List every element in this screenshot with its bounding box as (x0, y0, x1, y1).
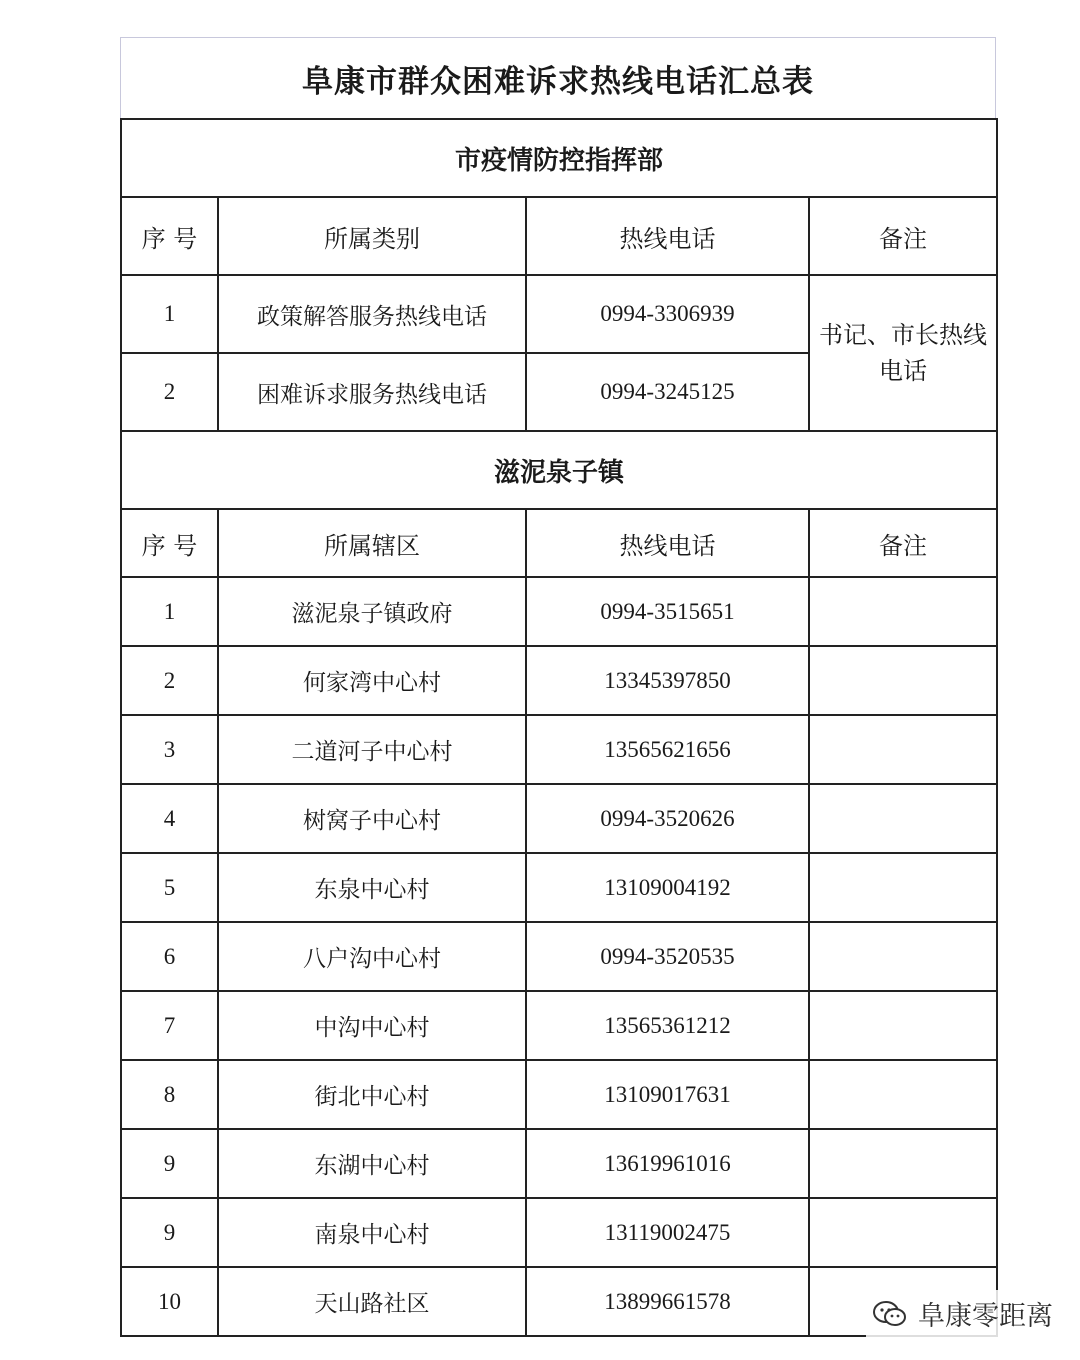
row-note (809, 1129, 997, 1198)
row-note (809, 991, 997, 1060)
row-no: 6 (121, 922, 218, 991)
col-header-note: 备注 (809, 197, 997, 275)
row-name: 政策解答服务热线电话 (218, 275, 526, 353)
table-row (121, 784, 997, 853)
table-row (121, 991, 997, 1060)
row-note (809, 922, 997, 991)
row-no: 4 (121, 784, 218, 853)
row-no: 1 (121, 275, 218, 353)
row-phone[interactable]: 13119002475 (526, 1198, 809, 1267)
row-name: 二道河子中心村 (218, 715, 526, 784)
row-name: 八户沟中心村 (218, 922, 526, 991)
section-header (121, 431, 997, 509)
row-note (809, 715, 997, 784)
col-header-no: 序 号 (121, 197, 218, 275)
hotline-table (120, 118, 998, 1337)
row-no: 8 (121, 1060, 218, 1129)
watermark-text: 阜康零距离 (918, 1301, 1053, 1332)
row-phone[interactable]: 13565621656 (526, 715, 809, 784)
row-phone[interactable]: 13345397850 (526, 646, 809, 715)
row-no: 2 (121, 646, 218, 715)
row-note (809, 577, 997, 646)
table-row (121, 853, 997, 922)
row-phone[interactable]: 0994-3245125 (526, 353, 809, 431)
row-no: 1 (121, 577, 218, 646)
row-no: 9 (121, 1198, 218, 1267)
row-phone[interactable]: 0994-3306939 (526, 275, 809, 353)
row-note (809, 853, 997, 922)
row-phone[interactable]: 13109017631 (526, 1060, 809, 1129)
row-no: 2 (121, 353, 218, 431)
column-header-row (121, 509, 997, 577)
col-header-district: 所属辖区 (218, 509, 526, 577)
wechat-icon (872, 1300, 908, 1328)
row-phone[interactable]: 13619961016 (526, 1129, 809, 1198)
table-row (121, 715, 997, 784)
row-no: 9 (121, 1129, 218, 1198)
row-note (809, 784, 997, 853)
table-row (121, 1060, 997, 1129)
row-no: 7 (121, 991, 218, 1060)
row-name: 滋泥泉子镇政府 (218, 577, 526, 646)
row-note (809, 646, 997, 715)
row-note: 书记、市长热线电话 (809, 275, 997, 431)
row-name: 东泉中心村 (218, 853, 526, 922)
section-title: 滋泥泉子镇 (121, 431, 997, 509)
section-title: 市疫情防控指挥部 (121, 119, 997, 197)
row-phone[interactable]: 13899661578 (526, 1267, 809, 1336)
row-name: 天山路社区 (218, 1267, 526, 1336)
hotline-sheet (120, 37, 996, 1337)
table-row (121, 1129, 997, 1198)
col-header-category: 所属类别 (218, 197, 526, 275)
watermark (866, 1290, 1059, 1337)
section-header (121, 119, 997, 197)
row-no: 10 (121, 1267, 218, 1336)
col-header-note: 备注 (809, 509, 997, 577)
col-header-no: 序 号 (121, 509, 218, 577)
col-header-phone: 热线电话 (526, 509, 809, 577)
row-phone[interactable]: 13565361212 (526, 991, 809, 1060)
row-no: 3 (121, 715, 218, 784)
table-row (121, 922, 997, 991)
table-row (121, 275, 997, 353)
row-note (809, 1198, 997, 1267)
table-row (121, 646, 997, 715)
row-name: 南泉中心村 (218, 1198, 526, 1267)
row-phone[interactable]: 0994-3515651 (526, 577, 809, 646)
row-phone[interactable]: 0994-3520535 (526, 922, 809, 991)
row-name: 东湖中心村 (218, 1129, 526, 1198)
col-header-phone: 热线电话 (526, 197, 809, 275)
row-phone[interactable]: 13109004192 (526, 853, 809, 922)
row-name: 中沟中心村 (218, 991, 526, 1060)
row-note (809, 1060, 997, 1129)
row-no: 5 (121, 853, 218, 922)
row-name: 何家湾中心村 (218, 646, 526, 715)
column-header-row (121, 197, 997, 275)
row-name: 树窝子中心村 (218, 784, 526, 853)
table-row (121, 577, 997, 646)
row-name: 街北中心村 (218, 1060, 526, 1129)
table-row (121, 1198, 997, 1267)
row-name: 困难诉求服务热线电话 (218, 353, 526, 431)
page-title: 阜康市群众困难诉求热线电话汇总表 (120, 37, 996, 118)
row-phone[interactable]: 0994-3520626 (526, 784, 809, 853)
